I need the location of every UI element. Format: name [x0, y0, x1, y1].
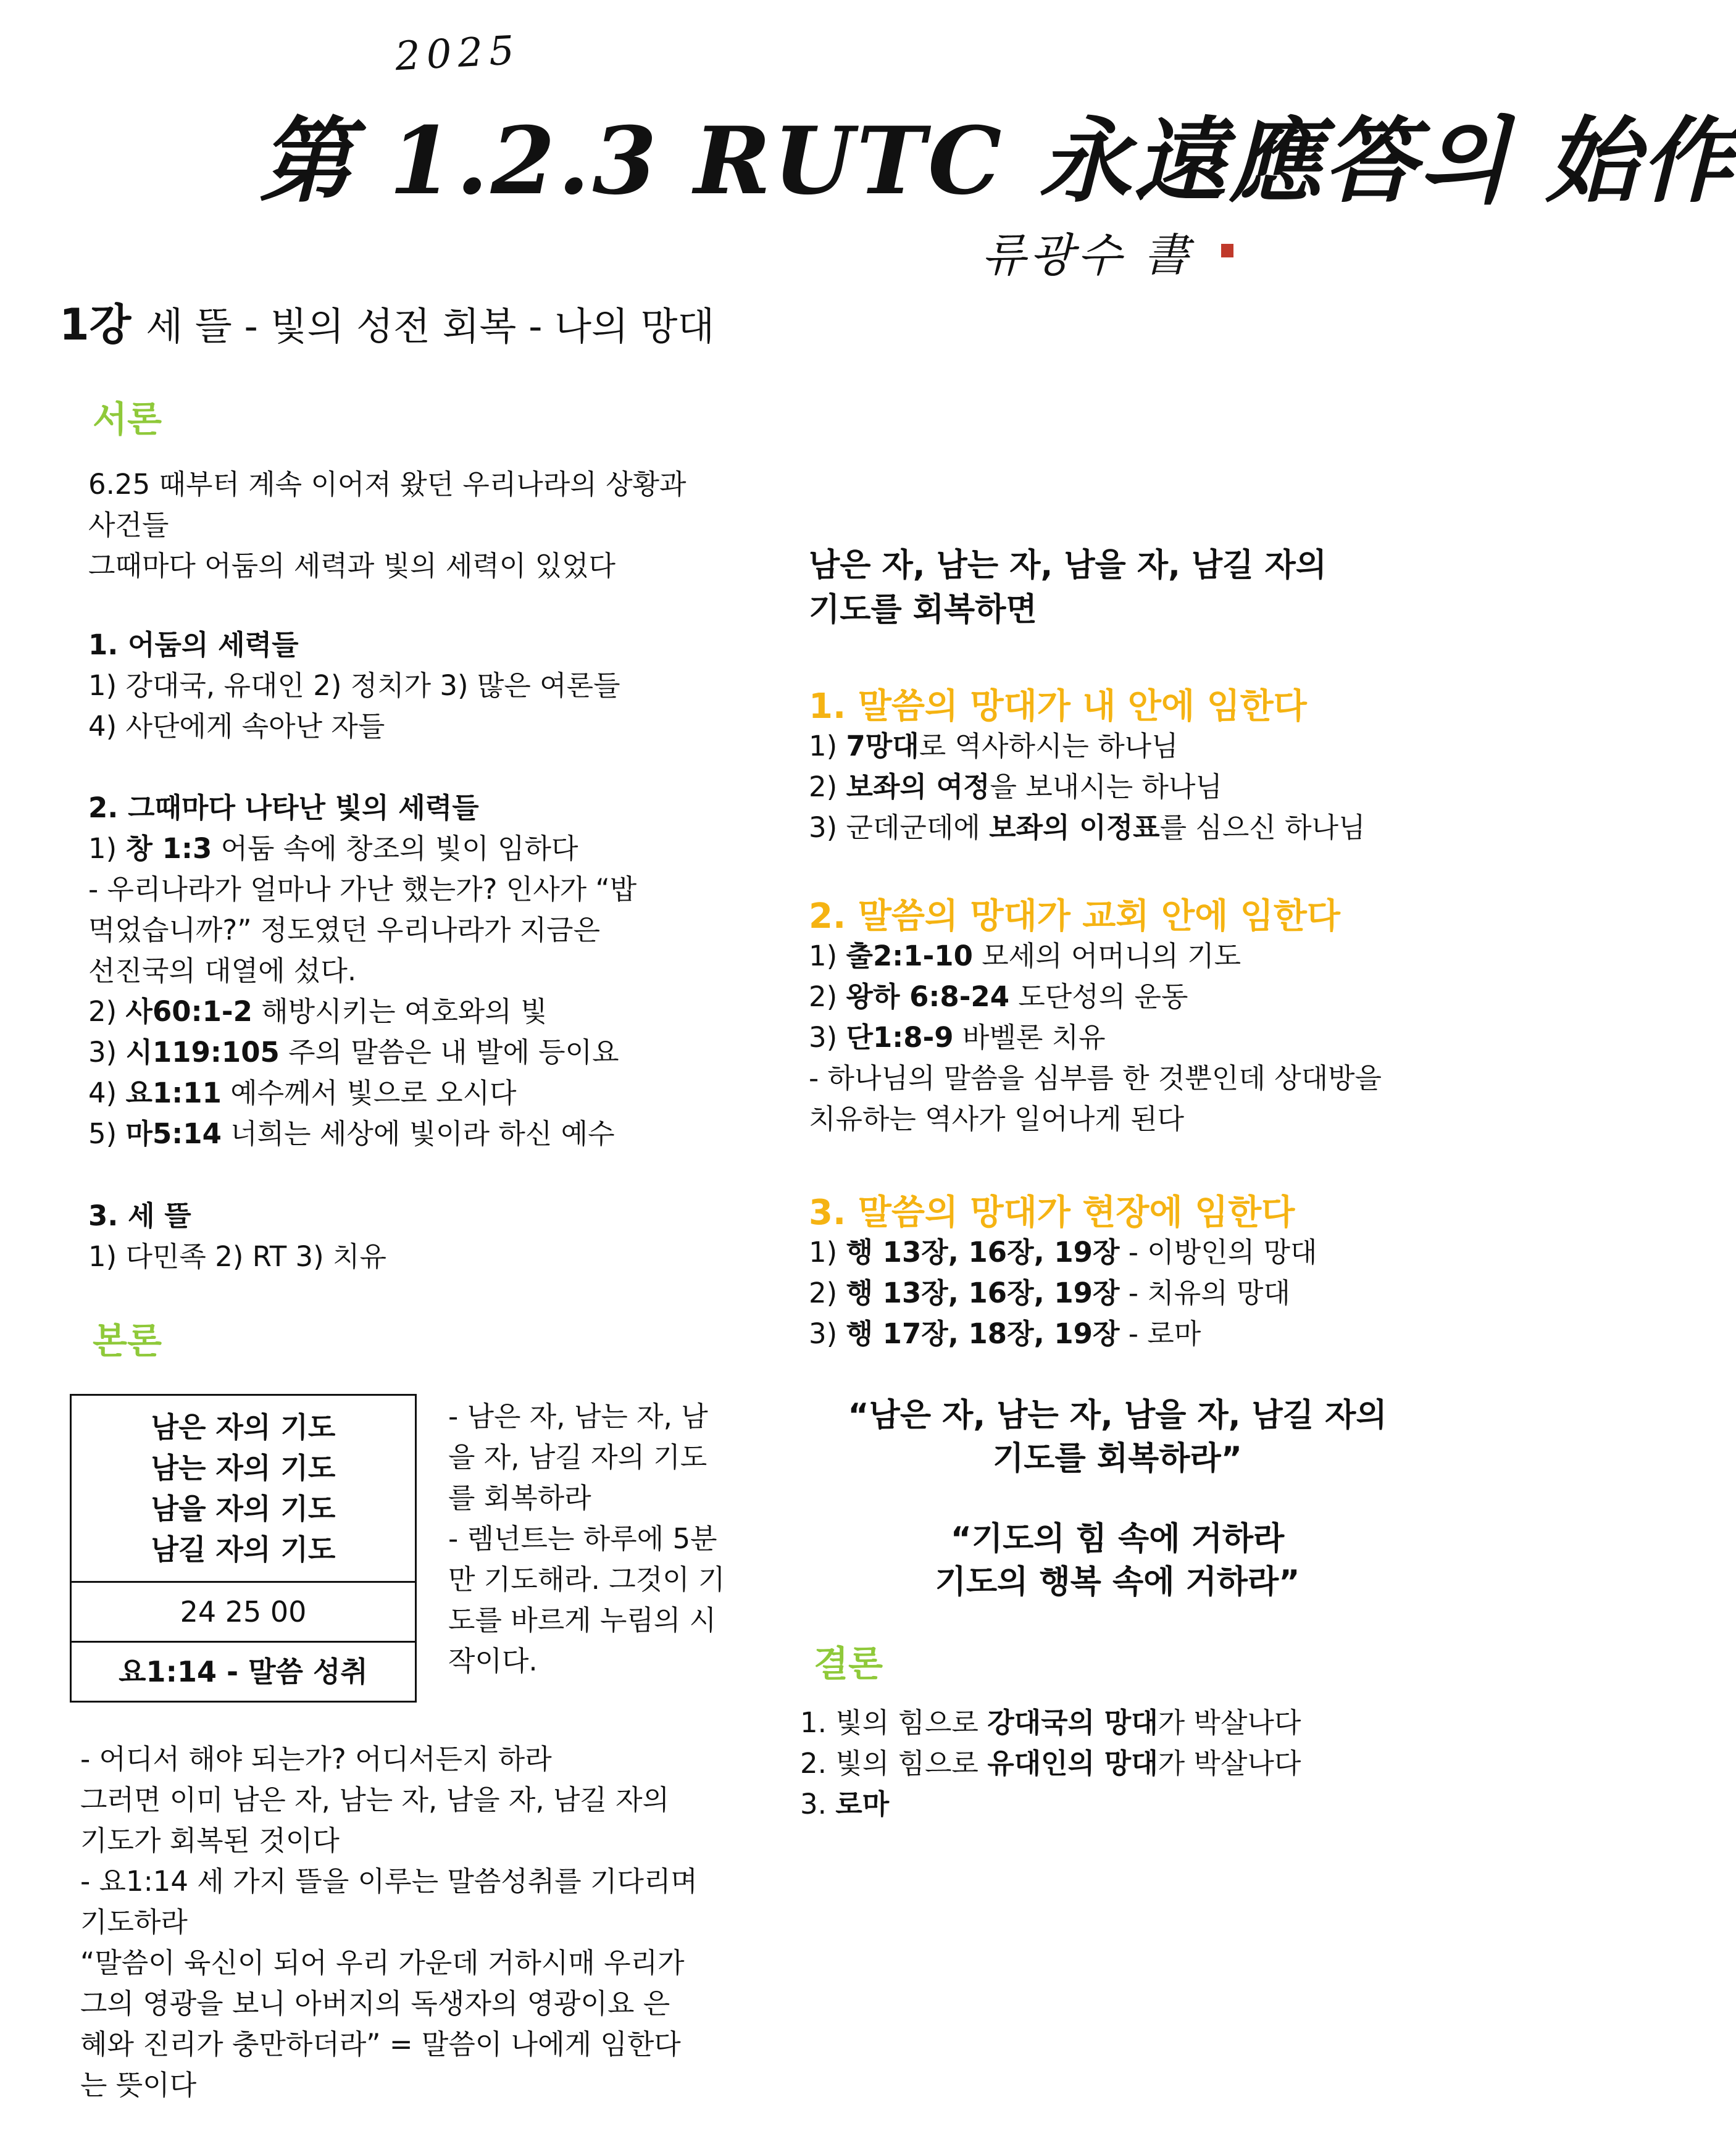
text-line: - 요1:14 세 가지 뜰을 이루는 말씀성취를 기다리며: [80, 1865, 698, 1898]
calligraphy-title: 第 1.2.3 RUTC 永遠應答의 始作: [259, 107, 1736, 215]
intro-heading: 서론: [93, 398, 162, 440]
darkness-section: [88, 625, 620, 747]
prayer-item: 남는 자의 기도: [151, 1451, 336, 1485]
point3-list: [809, 1232, 1317, 1354]
text-line: 기도하라: [80, 1906, 188, 1938]
text-line: 6.25 때부터 계속 이어져 왔던 우리나라의 상황과: [88, 468, 686, 501]
bible-reference: 창 1:3: [125, 832, 212, 865]
text-line: 그러면 이미 남은 자, 남는 자, 남을 자, 남길 자의: [80, 1783, 670, 1816]
text-line: 만 기도해라. 그것이 기: [448, 1563, 725, 1596]
text-line: - 어디서 해야 되는가? 어디서든지 하라: [80, 1743, 552, 1775]
prayer-item: 남길 자의 기도: [151, 1533, 336, 1566]
quote-line: 기도를 회복하라”: [993, 1440, 1242, 1477]
list-item: 1) 행 13장, 16장, 19장 - 이방인의 망대: [809, 1236, 1317, 1269]
text-line: 는 뜻이다: [80, 2069, 197, 2101]
list-item: 1. 빛의 힘으로 강대국의 망대가 박살나다: [800, 1706, 1301, 1739]
prayer-time: 24 25 00: [72, 1581, 415, 1641]
point2-list: [809, 936, 1382, 1140]
list-item: 1) 7망대로 역사하시는 하나님: [809, 730, 1179, 762]
list-item: 2) 행 13장, 16장, 19장 - 치유의 망대: [809, 1277, 1290, 1309]
bible-reference: 사60:1-2: [125, 995, 252, 1028]
text-line: 을 자, 남길 자의 기도: [448, 1441, 707, 1474]
list-item: 선진국의 대열에 섰다.: [88, 954, 357, 987]
text-line: - 하나님의 말씀을 심부름 한 것뿐인데 상대방을: [809, 1062, 1382, 1095]
red-seal-icon: [1221, 244, 1233, 257]
list-item: 3) 단1:8-9 바벨론 치유: [809, 1021, 1106, 1054]
list-item: 2) 사60:1-2 해방시키는 여호와의 빛: [88, 995, 548, 1028]
right-heading: [809, 543, 1327, 632]
prayer-list: [72, 1396, 415, 1581]
list-item: 3) 행 17장, 18장, 19장 - 로마: [809, 1317, 1201, 1350]
list-item: 먹었습니까?” 정도였던 우리나라가 지금은: [88, 914, 601, 946]
three-courts-section: [88, 1196, 386, 1277]
list-item: 5) 마5:14 너희는 세상에 빛이라 하신 예수: [88, 1117, 615, 1150]
conclusion-heading: 결론: [814, 1643, 883, 1685]
text-line: 그의 영광을 보니 아버지의 독생자의 영광이요 은: [80, 1987, 670, 2020]
bible-reference: 마5:14: [125, 1117, 222, 1150]
text-line: 작이다.: [448, 1645, 538, 1677]
list-item: 1) 창 1:3 어둠 속에 창조의 빛이 임하다: [88, 832, 578, 865]
light-section: [88, 788, 636, 1154]
list-item: 2) 왕하 6:8-24 도단성의 운동: [809, 980, 1188, 1013]
lecture-title: [59, 290, 714, 352]
list-item: 2) 보좌의 여정을 보내시는 하나님: [809, 770, 1222, 803]
text-line: 남은 자, 남는 자, 남을 자, 남길 자의: [809, 547, 1327, 584]
text-line: - 남은 자, 남는 자, 남: [448, 1400, 708, 1433]
lecture-number: 1강: [59, 299, 131, 350]
header-year: 2025: [394, 27, 522, 80]
point3-title: 3. 말씀의 망대가 현장에 임한다: [809, 1193, 1295, 1233]
list-item: 4) 요1:11 예수께서 빛으로 오시다: [88, 1077, 517, 1109]
list-item: 3. 로마: [800, 1788, 890, 1820]
prayer-verse: 요1:14 - 말씀 성취: [72, 1641, 415, 1701]
quote-dwell-prayer: [790, 1517, 1445, 1604]
conclusion-list: [800, 1703, 1301, 1825]
list-item: - 우리나라가 얼마나 가난 했는가? 인사가 “밥: [88, 873, 637, 906]
text-line: 혜와 진리가 충만하더라” = 말씀이 나에게 임한다: [80, 2028, 681, 2061]
author-signature: 류광수 書: [982, 229, 1193, 282]
point1-list: [809, 726, 1366, 848]
text-line: 4) 사단에게 속아난 자들: [88, 710, 385, 743]
prayer-item: 남은 자의 기도: [151, 1411, 336, 1444]
text-line: 1) 다민족 2) RT 3) 치유: [88, 1240, 386, 1273]
list-item: 1) 출2:1-10 모세의 어머니의 기도: [809, 940, 1241, 972]
list-item: 2. 빛의 힘으로 유대인의 망대가 박살나다: [800, 1747, 1301, 1780]
quote-line: 기도의 행복 속에 거하라”: [935, 1564, 1300, 1601]
prayer-item: 남을 자의 기도: [151, 1492, 336, 1525]
box-side-text: [448, 1396, 725, 1682]
point2-title: 2. 말씀의 망대가 교회 안에 임한다: [809, 896, 1340, 936]
text-line: 그때마다 어둠의 세력과 빛의 세력이 있었다: [88, 549, 616, 582]
section-title: 2. 그때마다 나타난 빛의 세력들: [88, 791, 479, 824]
bible-reference: 요1:11: [125, 1077, 222, 1109]
text-line: 도를 바르게 누림의 시: [448, 1604, 717, 1637]
point1-title: 1. 말씀의 망대가 내 안에 임한다: [809, 686, 1307, 727]
text-line: 1) 강대국, 유대인 2) 정치가 3) 많은 여론들: [88, 669, 620, 702]
text-line: 를 회복하라: [448, 1482, 591, 1514]
text-line: 기도가 회복된 것이다: [80, 1824, 340, 1857]
list-item: 3) 시119:105 주의 말씀은 내 발에 등이요: [88, 1036, 619, 1069]
prayer-box: [70, 1394, 417, 1703]
quote-restore-prayer: [790, 1394, 1445, 1480]
list-item: 3) 군데군데에 보좌의 이정표를 심으신 하나님: [809, 811, 1366, 844]
text-line: 사건들: [88, 509, 169, 541]
bible-reference: 시119:105: [125, 1036, 280, 1069]
text-line: 치유하는 역사가 일어나게 된다: [809, 1103, 1185, 1135]
body-text: [80, 1739, 698, 2106]
quote-line: “기도의 힘 속에 거하라: [950, 1520, 1285, 1557]
lecture-subtitle: 세 뜰 - 빛의 성전 회복 - 나의 망대: [146, 304, 715, 349]
intro-text: [88, 464, 686, 586]
section-title: 3. 세 뜰: [88, 1199, 191, 1232]
text-line: “말씀이 육신이 되어 우리 가운데 거하시매 우리가: [80, 1946, 685, 1979]
section-title: 1. 어둠의 세력들: [88, 628, 299, 661]
quote-line: “남은 자, 남는 자, 남을 자, 남길 자의: [848, 1397, 1387, 1434]
text-line: 기도를 회복하면: [809, 591, 1037, 628]
text-line: - 렘넌트는 하루에 5분: [448, 1522, 717, 1555]
body-heading: 본론: [93, 1320, 162, 1362]
